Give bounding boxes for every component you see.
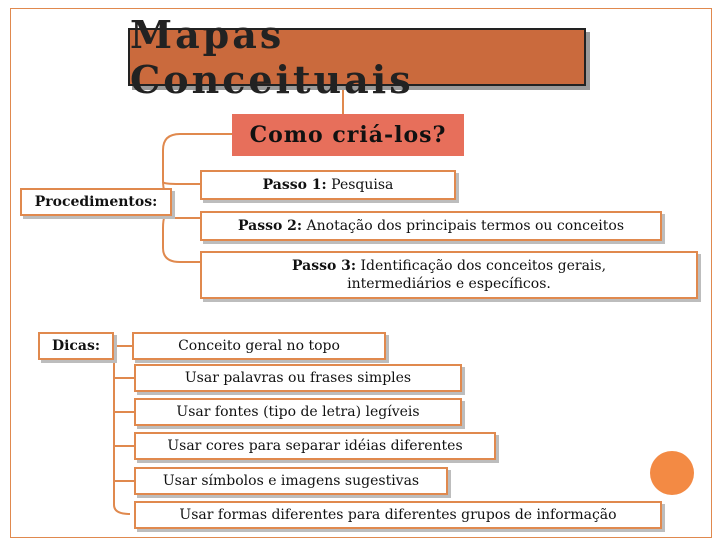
subtitle: Como criá-los?	[232, 114, 464, 156]
tip-item	[134, 467, 448, 495]
step-2-text: Anotação dos principais termos ou conceitos	[306, 218, 625, 234]
step-3-line-1	[292, 257, 606, 275]
step-3-number: Passo 3:	[291, 258, 357, 274]
step-1-number: Passo 1:	[262, 177, 327, 193]
procedures-label	[20, 188, 172, 216]
decorative-circle	[650, 451, 694, 495]
tip-text: Usar cores para separar idéias diferentes	[167, 438, 463, 454]
tip-item	[134, 364, 462, 392]
tip-text: Usar palavras ou frases simples	[184, 370, 412, 386]
step-1-box	[200, 170, 456, 200]
tips-label-text: Dicas:	[51, 338, 101, 354]
tip-text: Conceito geral no topo	[178, 338, 340, 354]
step-1-text: Pesquisa	[331, 177, 394, 193]
step-3-line-2: intermediários e específicos.	[347, 276, 551, 292]
step-2-number: Passo 2:	[237, 218, 303, 234]
procedures-label-text: Procedimentos:	[34, 194, 158, 210]
tips-label	[38, 332, 114, 360]
tip-item	[134, 501, 662, 529]
tip-item	[134, 398, 462, 426]
step-3-box	[200, 251, 698, 299]
tip-item	[132, 332, 386, 360]
tip-text: Usar fontes (tipo de letra) legíveis	[176, 404, 420, 420]
step-2-box	[200, 211, 662, 241]
step-3-text: Identificação dos conceitos gerais,	[360, 258, 607, 274]
tip-text: Usar símbolos e imagens sugestivas	[162, 473, 420, 489]
tip-text: Usar formas diferentes para diferentes grupos de informação	[179, 507, 617, 523]
main-title: Mapas Conceituais	[128, 28, 586, 86]
tip-item	[134, 432, 496, 460]
